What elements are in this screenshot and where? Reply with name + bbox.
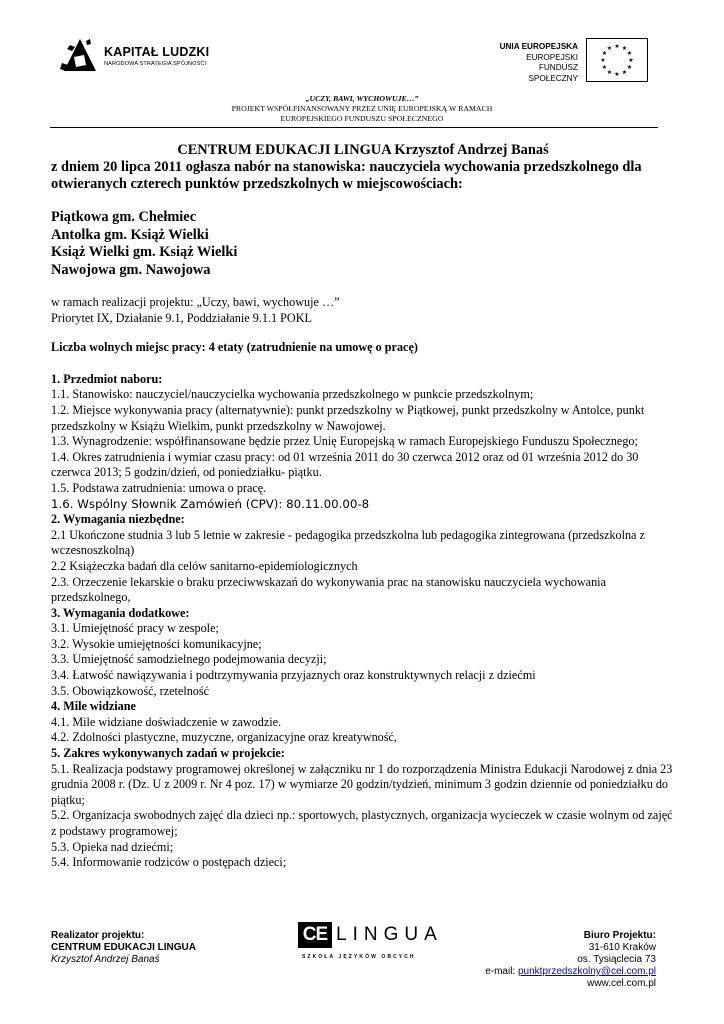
place-item: Książ Wielki gm. Książ Wielki (51, 244, 238, 260)
section-5 (51, 746, 675, 871)
section-item: 3.3. Umiejętność samodzielnego podejmowania decyzji; (51, 652, 327, 667)
eu-logo-line2: EUROPEJSKI (526, 52, 578, 62)
project-cofinancing-line2: EUROPEJSKIEGO FUNDUSZU SPOŁECZNEGO (280, 114, 444, 123)
section-1 (51, 372, 675, 512)
eu-flag-icon (586, 38, 648, 82)
project-cofinancing-line1: PROJEKT WSPÓŁFINANSOWANY PRZEZ UNIĘ EUROPEJSKĄ W RAMACH (231, 104, 493, 113)
title-line2: z dniem 20 lipca 2011 ogłasza nabór na stanowiska: nauczyciela wychowania przedszkolnego dla (51, 159, 642, 175)
kapital-ludzki-emblem-icon (60, 35, 100, 75)
title-line3: otwieranych czterech punktów przedszkolnych w miejscowościach: (51, 176, 463, 192)
section-item: 5.3. Opieka nad dziećmi; (51, 839, 174, 854)
celingua-logo (298, 922, 443, 968)
logo-lingua-text: LINGUA (336, 924, 443, 945)
svg-text:★: ★ (606, 69, 613, 76)
section-item: 3.4. Łatwość nawiązywania i podtrzymywania przyjaznych oraz konstruktywnych relacji z dziećmi (51, 668, 536, 683)
project-header (100, 94, 624, 124)
section-2 (51, 512, 675, 606)
logo-ce-box: CE (298, 922, 332, 948)
svg-text:★: ★ (626, 64, 633, 71)
footer-office-website[interactable]: www.cel.com.pl (587, 978, 656, 989)
section-item: 1.2. Miejsce wykonywania pracy (alternatywnie): punkt przedszkolny w Piątkowej, punkt przedszkolny w Antolce, punkt przedszkolny w Książu Wielkim, punkt przedszkolny w Nawojowej. (51, 402, 645, 433)
section-item: 1.3. Wynagrodzenie: współfinansowane będzie przez Unię Europejską w ramach Europejskiego Funduszu Społecznego; (51, 434, 638, 449)
project-info-line2: Priorytet IX, Działanie 9.1, Poddziałanie 9.1.1 POKL (51, 310, 312, 325)
places-list (51, 209, 675, 279)
section-item: 3.2. Wysokie umiejętności komunikacyjne; (51, 636, 262, 651)
title-organization: CENTRUM EDUKACJI LINGUA Krzysztof Andrzej Banaś (177, 142, 549, 158)
section-heading: 3. Wymagania dodatkowe: (51, 605, 190, 620)
kl-logo-subtitle: NARODOWA STRATEGIA SPÓJNOŚCI (104, 61, 207, 67)
svg-text:★: ★ (621, 45, 628, 52)
section-item: 5.1. Realizacja podstawy programowej określonej w załączniku nr 1 do rozporządzenia Ministra Edukacji Narodowej z dnia 23 grudnia 2008 r. (Dz. U z 2009 r. Nr 4 poz. 17) w wymiarze 20 godzin/tydzień, minimum 3 godzin dziennie od poniedziałku do piątku; (51, 761, 673, 807)
project-slogan: „UCZY, BAWI, WYCHOWUJE…” (305, 94, 419, 103)
footer-organizer-person: Krzysztof Andrzej Banaś (51, 954, 160, 965)
section-item: 1.5. Podstawa zatrudnienia: umowa o pracę. (51, 480, 267, 495)
vacancies-count: Liczba wolnych miejsc pracy: 4 etaty (zatrudnienie na umowę o pracę) (51, 340, 418, 355)
section-item: 1.1. Stanowisko: nauczyciel/nauczycielka wychowania przedszkolnego w punkcie przedszkolnym; (51, 387, 534, 402)
svg-text:★: ★ (614, 43, 620, 50)
project-info-line1: w ramach realizacji projektu: „Uczy, bawi, wychowuje …” (51, 295, 340, 309)
eu-logo (488, 38, 668, 88)
section-item: 4.2. Zdolności plastyczne, muzyczne, organizacyjne oraz kreatywność, (51, 730, 397, 745)
place-item: Antolka gm. Książ Wielki (51, 226, 209, 243)
kapital-ludzki-logo (60, 33, 260, 83)
section-item: 3.1. Umiejętność pracy w zespole; (51, 621, 219, 636)
email-label: e-mail: (485, 966, 518, 977)
section-item-cpv: 1.6. Wspólny Słownik Zamówień (CPV): 80.11.00.00-8 (51, 496, 370, 511)
section-3 (51, 606, 675, 700)
eu-logo-line3: FUNDUSZ SPOŁECZNY (528, 63, 578, 83)
footer-office-city: 31-610 Kraków (588, 942, 656, 953)
section-item: 1.4. Okres zatrudnienia i wymiar czasu pracy: od 01 września 2011 do 30 czerwca 2012 oraz od 01 września 2012 do 30 czerwca 2013; 5 godzin/dzień, od poniedziałku- piątku. (51, 449, 639, 480)
footer-office-email (485, 966, 656, 978)
document-body (51, 142, 675, 871)
footer-organizer-label: Realizator projektu: (51, 930, 145, 941)
section-item: 2.3. Orzeczenie lekarskie o braku przeciwwskazań do wykonywania prac na stanowisku nauczyciela wychowania przedszkolnego, (51, 574, 606, 605)
section-4 (51, 699, 675, 746)
svg-text:★: ★ (601, 50, 608, 57)
svg-text:★: ★ (606, 45, 613, 52)
place-item: Piątkowa gm. Chełmiec (51, 209, 197, 225)
footer-office-street: os. Tysiąclecia 73 (577, 954, 656, 965)
svg-text:★: ★ (628, 57, 634, 64)
section-heading: 1. Przedmiot naboru: (51, 371, 163, 386)
eu-logo-line1: UNIA EUROPEJSKA (499, 42, 578, 51)
footer-organizer (51, 930, 196, 966)
svg-text:★: ★ (600, 57, 606, 64)
svg-text:★: ★ (621, 69, 628, 76)
footer-organizer-name: CENTRUM EDUKACJI LINGUA (51, 942, 196, 953)
section-heading: 5. Zakres wykonywanych zadań w projekcie: (51, 746, 285, 761)
section-heading: 4. Mile widziane (51, 699, 136, 714)
announcement-title (51, 142, 675, 193)
section-heading: 2. Wymagania niezbędne: (51, 512, 185, 527)
place-item: Nawojowa gm. Nawojowa (51, 261, 211, 278)
kl-logo-title: KAPITAŁ LUDZKI (104, 45, 210, 59)
logo-tagline: SZKOŁA JĘZYKÓW OBCYCH (302, 954, 416, 960)
section-item: 2.2 Książeczka badań dla celów sanitarno-epidemiologicznych (51, 558, 358, 573)
section-item: 4.1. Mile widziane doświadczenie w zawodzie. (51, 714, 282, 729)
header-divider (50, 127, 658, 128)
svg-text:★: ★ (626, 50, 633, 57)
section-item: 2.1 Ukończone studnia 3 lub 5 letnie w zakresie - pedagogika przedszkolna lub pedagogika zintegrowana (przedszkolna z wczesnoszkolną) (51, 527, 645, 558)
svg-text:★: ★ (601, 64, 608, 71)
section-item: 3.5. Obowiązkowość, rzetelność (51, 683, 210, 698)
svg-text:★: ★ (614, 71, 620, 78)
section-item: 5.2. Organizacja swobodnych zajęć dla dzieci np.: sportowych, plastycznych, organizacja wycieczek w czasie wolnym od zajęć z podstawy programowej; (51, 808, 673, 838)
footer-office-label: Biuro Projektu: (583, 930, 656, 941)
project-info (51, 295, 675, 326)
footer-office (485, 930, 656, 990)
section-item: 5.4. Informowanie rodziców o postępach dzieci; (51, 855, 287, 870)
email-link[interactable]: punktprzedszkolny@cel.com.pl (518, 966, 656, 977)
